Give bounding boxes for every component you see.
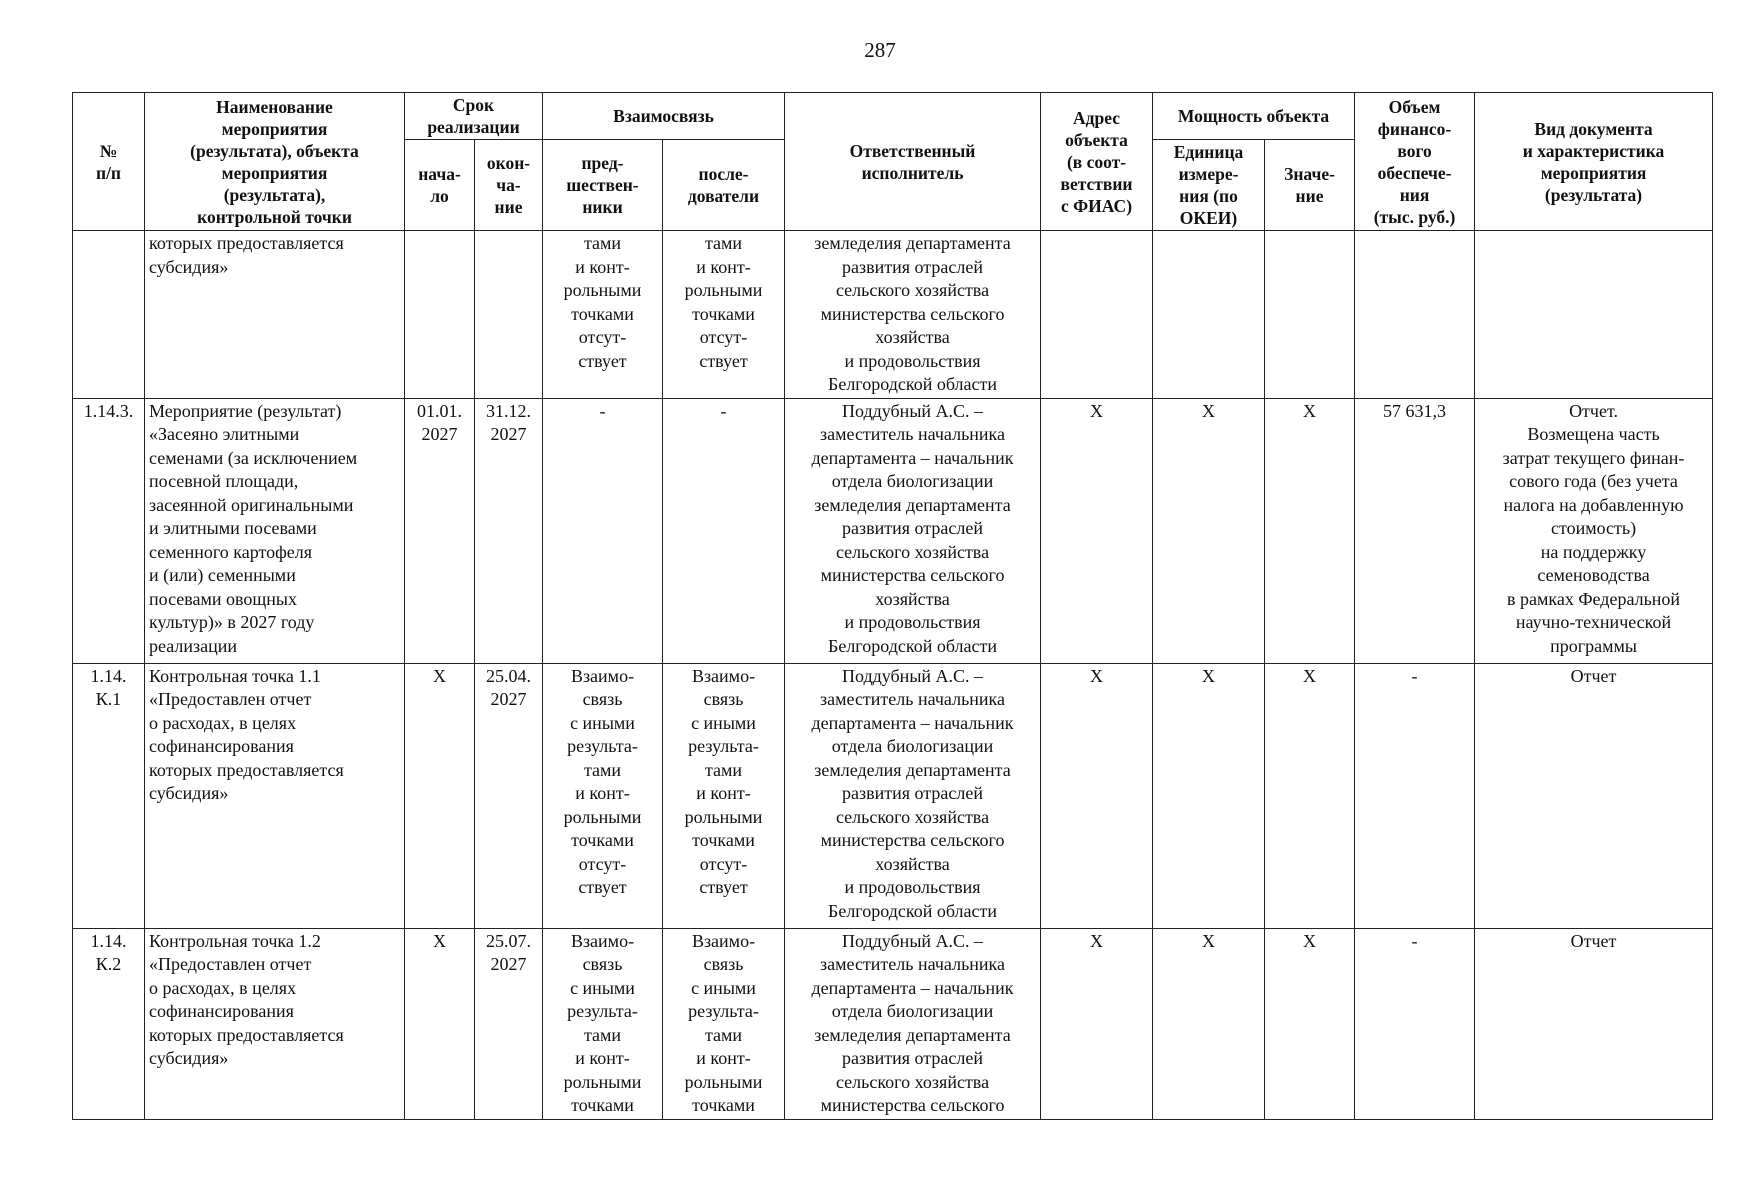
table-row	[73, 398, 1713, 663]
col-header-term: Срок реализации	[405, 93, 543, 140]
col-header-term-start: нача- ло	[405, 140, 475, 231]
col-header-capacity-value: Значе- ние	[1265, 140, 1355, 231]
cell-name: которых предоставляется субсидия»	[145, 231, 405, 399]
col-header-num: № п/п	[73, 93, 145, 231]
cell-responsible: земледелия департамента развития отраслей сельского хозяйства министерства сельского хозяйства и продовольствия Белгородской области	[785, 231, 1041, 399]
cell-start	[405, 231, 475, 399]
cell-address: X	[1041, 398, 1153, 663]
cell-start: 01.01. 2027	[405, 398, 475, 663]
cell-name: Контрольная точка 1.2 «Предоставлен отчет о расходах, в целях софинансирования которых предоставляется субсидия»	[145, 928, 405, 1119]
cell-address: X	[1041, 928, 1153, 1119]
cell-end	[475, 231, 543, 399]
cell-prev: -	[543, 398, 663, 663]
cell-address: X	[1041, 663, 1153, 928]
cell-doc: Отчет. Возмещена часть затрат текущего финан- сового года (без учета налога на добавленную стоимость) на поддержку семеноводства в рамках Федеральной научно-технической программы	[1475, 398, 1713, 663]
table-row	[73, 928, 1713, 1119]
col-header-capacity: Мощность объекта	[1153, 93, 1355, 140]
col-header-term-end: окон- ча- ние	[475, 140, 543, 231]
cell-next: тами и конт- рольными точками отсут- ствует	[663, 231, 785, 399]
cell-value: X	[1265, 928, 1355, 1119]
cell-value	[1265, 231, 1355, 399]
cell-unit: X	[1153, 398, 1265, 663]
cell-volume: -	[1355, 663, 1475, 928]
measures-table	[72, 92, 1713, 1120]
cell-next: Взаимо- связь с иными результа- тами и конт- рольными точками отсут- ствует	[663, 663, 785, 928]
cell-responsible: Поддубный А.С. – заместитель начальника департамента – начальник отдела биологизации земледелия департамента развития отраслей сельского хозяйства министерства сельского	[785, 928, 1041, 1119]
cell-prev: тами и конт- рольными точками отсут- ствует	[543, 231, 663, 399]
header-row-1	[73, 93, 1713, 140]
cell-unit: X	[1153, 928, 1265, 1119]
cell-unit: X	[1153, 663, 1265, 928]
table-row	[73, 663, 1713, 928]
cell-volume: 57 631,3	[1355, 398, 1475, 663]
cell-volume	[1355, 231, 1475, 399]
table-row	[73, 231, 1713, 399]
cell-volume: -	[1355, 928, 1475, 1119]
cell-start: X	[405, 663, 475, 928]
cell-value: X	[1265, 663, 1355, 928]
cell-doc	[1475, 231, 1713, 399]
col-header-capacity-unit: Единица измере- ния (по ОКЕИ)	[1153, 140, 1265, 231]
cell-num: 1.14. К.2	[73, 928, 145, 1119]
page-number: 287	[864, 38, 896, 62]
cell-responsible: Поддубный А.С. – заместитель начальника департамента – начальник отдела биологизации земледелия департамента развития отраслей сельского хозяйства министерства сельского хозяйства и продовольствия Белгородской области	[785, 663, 1041, 928]
cell-next: Взаимо- связь с иными результа- тами и конт- рольными точками	[663, 928, 785, 1119]
cell-num: 1.14. К.1	[73, 663, 145, 928]
cell-doc: Отчет	[1475, 663, 1713, 928]
cell-next: -	[663, 398, 785, 663]
cell-start: X	[405, 928, 475, 1119]
cell-prev: Взаимо- связь с иными результа- тами и конт- рольными точками отсут- ствует	[543, 663, 663, 928]
cell-end: 25.07. 2027	[475, 928, 543, 1119]
cell-address	[1041, 231, 1153, 399]
col-header-address: Адрес объекта (в соот- ветствии с ФИАС)	[1041, 93, 1153, 231]
cell-end: 31.12. 2027	[475, 398, 543, 663]
col-header-link-prev: пред- шествен- ники	[543, 140, 663, 231]
col-header-name: Наименование мероприятия (результата), объекта мероприятия (результата), контрольной точки	[145, 93, 405, 231]
cell-doc: Отчет	[1475, 928, 1713, 1119]
cell-value: X	[1265, 398, 1355, 663]
cell-responsible: Поддубный А.С. – заместитель начальника департамента – начальник отдела биологизации земледелия департамента развития отраслей сельского хозяйства министерства сельского хозяйства и продовольствия Белгородской области	[785, 398, 1041, 663]
col-header-link-next: после- дователи	[663, 140, 785, 231]
col-header-link: Взаимосвязь	[543, 93, 785, 140]
cell-end: 25.04. 2027	[475, 663, 543, 928]
cell-num: 1.14.3.	[73, 398, 145, 663]
col-header-volume: Объем финансо- вого обеспече- ния (тыс. руб.)	[1355, 93, 1475, 231]
cell-name: Мероприятие (результат) «Засеяно элитными семенами (за исключением посевной площади, засеянной оригинальными и элитными посевами семенного картофеля и (или) семенными посевами овощных культур)» в 2027 году реализации	[145, 398, 405, 663]
cell-unit	[1153, 231, 1265, 399]
col-header-doc-type: Вид документа и характеристика мероприятия (результата)	[1475, 93, 1713, 231]
col-header-responsible: Ответственный исполнитель	[785, 93, 1041, 231]
cell-prev: Взаимо- связь с иными результа- тами и конт- рольными точками	[543, 928, 663, 1119]
cell-num	[73, 231, 145, 399]
cell-name: Контрольная точка 1.1 «Предоставлен отчет о расходах, в целях софинансирования которых предоставляется субсидия»	[145, 663, 405, 928]
